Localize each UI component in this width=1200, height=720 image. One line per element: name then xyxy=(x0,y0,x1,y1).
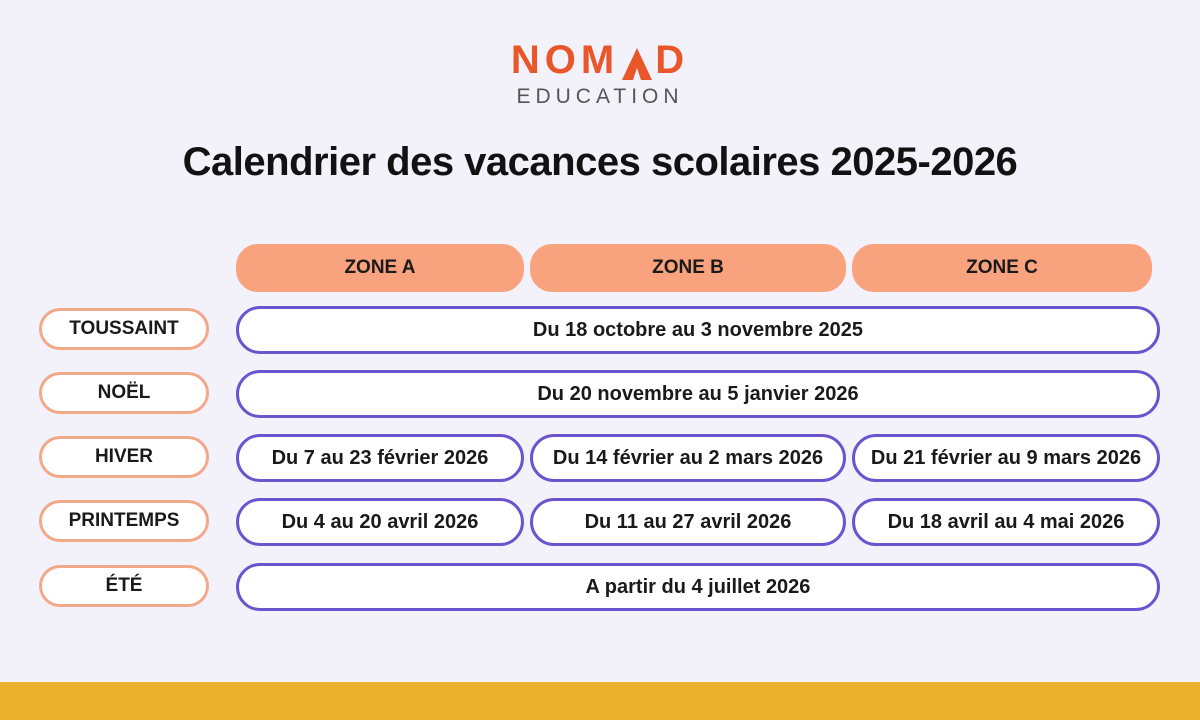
dates-toussaint-all-zones: Du 18 octobre au 3 novembre 2025 xyxy=(236,306,1160,354)
zone-b-header: ZONE B xyxy=(530,244,846,292)
zone-c-header: ZONE C xyxy=(852,244,1152,292)
logo-tagline: EDUCATION xyxy=(516,85,684,108)
dates-printemps-zone-c: Du 18 avril au 4 mai 2026 xyxy=(852,498,1160,546)
page-title: Calendrier des vacances scolaires 2025-2026 xyxy=(182,140,1018,184)
footer-bar xyxy=(0,682,1200,720)
period-label-ete: ÉTÉ xyxy=(39,565,209,607)
dates-printemps-zone-a: Du 4 au 20 avril 2026 xyxy=(236,498,524,546)
brand-logo xyxy=(0,40,1200,107)
dates-printemps-zone-b: Du 11 au 27 avril 2026 xyxy=(530,498,846,546)
logo-text-end: D xyxy=(655,38,690,82)
period-label-hiver: HIVER xyxy=(39,436,209,478)
dates-ete-all-zones: A partir du 4 juillet 2026 xyxy=(236,563,1160,611)
dates-hiver-zone-a: Du 7 au 23 février 2026 xyxy=(236,434,524,482)
period-label-printemps: PRINTEMPS xyxy=(39,500,209,542)
dates-hiver-zone-c: Du 21 février au 9 mars 2026 xyxy=(852,434,1160,482)
logo-text-start: NOM xyxy=(510,38,620,82)
logo-triangle-icon xyxy=(622,48,652,80)
dates-noel-all-zones: Du 20 novembre au 5 janvier 2026 xyxy=(236,370,1160,418)
period-label-noel: NOËL xyxy=(39,372,209,414)
period-label-toussaint: TOUSSAINT xyxy=(39,308,209,350)
dates-hiver-zone-b: Du 14 février au 2 mars 2026 xyxy=(530,434,846,482)
logo-wordmark xyxy=(511,40,689,80)
zone-a-header: ZONE A xyxy=(236,244,524,292)
